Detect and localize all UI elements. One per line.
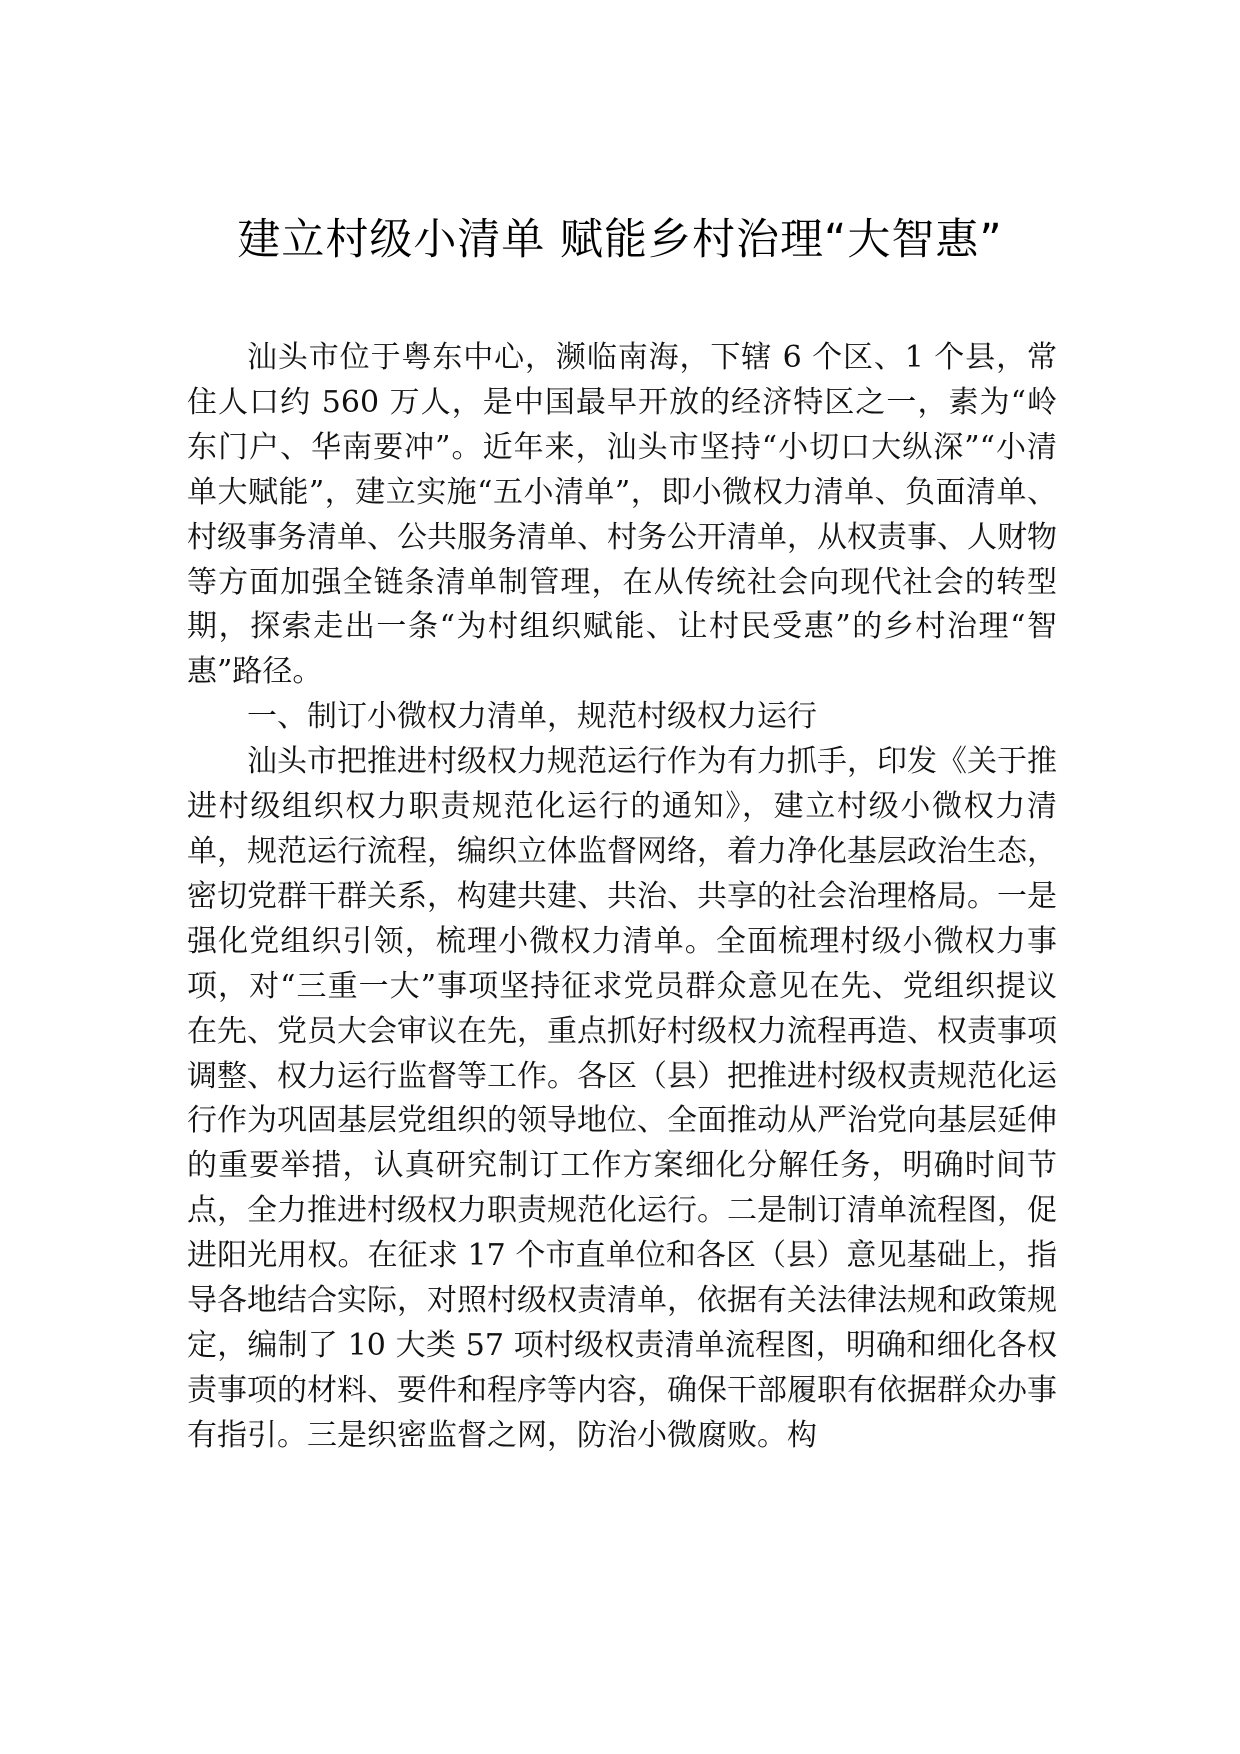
paragraph-section-1: 汕头市把推进村级权力规范运行作为有力抓手，印发《关于推进村级组织权力职责规范化运行的通知》，建立村级小微权力清单，规范运行流程，编织立体监督网络，着力净化基层政治生态，密切党群干群关系，构建共建、共治、共享的社会治理格局。一是强化党组织引领，梳理小微权力清单。全面梳理村级小微权力事项，对“三重一大”事项坚持征求党员群众意见在先、党组织提议在先、党员大会审议在先，重点抓好村级权力流程再造、权责事项调整、权力运行监督等工作。各区（县）把推进村级权责规范化运行作为巩固基层党组织的领导地位、全面推动从严治党向基层延伸的重要举措，认真研究制订工作方案细化分解任务，明确时间节点，全力推进村级权力职责规范化运行。二是制订清单流程图，促进阳光用权。在征求 17 个市直单位和各区（县）意见基础上，指导各地结合实际，对照村级权责清单，依据有关法律法规和政策规定，编制了 10 大类 57 项村级权责清单流程图，明确和细化各权责事项的材料、要件和程序等内容，确保干部履职有依据群众办事有指引。三是织密监督之网，防治小微腐败。构 bbox=[187, 744, 1057, 1453]
section-heading-1: 一、制订小微权力清单，规范村级权力运行 bbox=[247, 699, 817, 735]
document-title: 建立村级小清单 赋能乡村治理“大智惠” bbox=[237, 215, 1003, 265]
document-body bbox=[187, 336, 1057, 1459]
paragraph-intro: 汕头市位于粤东中心，濒临南海，下辖 6 个区、1 个县，常住人口约 560 万人，是中国最早开放的经济特区之一，素为“岭东门户、华南要冲”。近年来，汕头市坚持“小切口大纵深”“小清单大赋能”，建立实施“五小清单”，即小微权力清单、负面清单、村级事务清单、公共服务清单、村务公开清单，从权责事、人财物等方面加强全链条清单制管理，在从传统社会向现代社会的转型期，探索走出一条“为村组织赋能、让村民受惠”的乡村治理“智惠”路径。 bbox=[187, 340, 1057, 690]
